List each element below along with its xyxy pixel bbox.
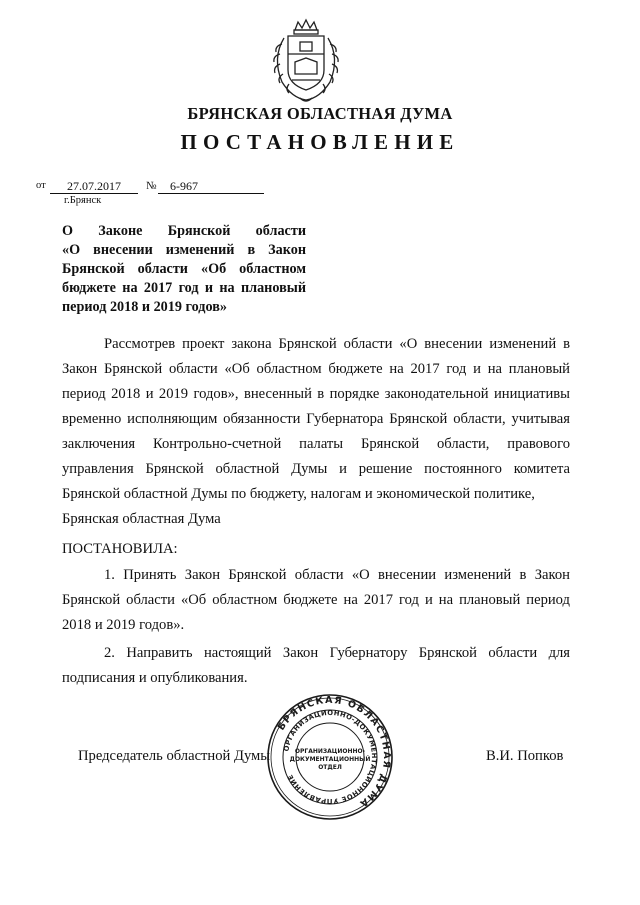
organization-name: БРЯНСКАЯ ОБЛАСТНАЯ ДУМА bbox=[187, 104, 453, 123]
subject-line: период 2018 и 2019 годов» bbox=[62, 299, 227, 315]
stamp-outer-text: БРЯНСКАЯ ОБЛАСТНАЯ ДУМА bbox=[275, 694, 393, 810]
coat-of-arms-icon bbox=[262, 18, 350, 104]
signatory-name: В.И. Попков bbox=[486, 748, 564, 764]
document-date: 27.07.2017 bbox=[50, 180, 138, 194]
date-prefix: от bbox=[36, 180, 46, 191]
stamp-center-line: ОРГАНИЗАЦИОННО- bbox=[294, 748, 366, 755]
document-number: 6-967 bbox=[158, 180, 264, 194]
number-prefix: № bbox=[146, 180, 157, 192]
subject-line: бюджете на 2017 год и на плановый bbox=[62, 280, 306, 296]
preamble-text: Рассмотрев проект закона Брянской области «О внесении изменений в Закон Брянской области «Об областном бюджете на 2017 год и на плановый период 2018 и 2019 годов», внесенный в порядке законодательной инициативы временно исполняющим обязанности Губернатора Брянской области, учитывая заключения Контрольно-счетной палаты Брянской области, правового управления Брянской областной Думы и решение постоянного комитета Брянской областной Думы по бюджету, налогам и экономической политике, bbox=[62, 336, 570, 502]
resolution-item-1: 1. Принять Закон Брянской области «О внесении изменений в Закон Брянской области «Об областном бюджете на 2017 год и на плановый период 2018 и 2019 годов». bbox=[62, 567, 570, 633]
signatory-title: Председатель областной Думы bbox=[78, 748, 271, 764]
preamble-end: Брянская областная Дума bbox=[62, 511, 221, 527]
resolution-item-2: 2. Направить настоящий Закон Губернатору Брянской области для подписания и опубликования. bbox=[62, 645, 570, 686]
stamp-middle-text: ОРГАНИЗАЦИОННО-ДОКУМЕНТАЦИОННОЕ УПРАВЛЕНИЕ bbox=[282, 708, 379, 806]
subject-line: О Законе Брянской области bbox=[62, 223, 306, 239]
city: г.Брянск bbox=[64, 195, 102, 206]
preamble-paragraph bbox=[62, 332, 570, 532]
official-stamp bbox=[266, 693, 394, 821]
stamp-center-line: ОТДЕЛ bbox=[318, 764, 342, 771]
resolved-heading: ПОСТАНОВИЛА: bbox=[62, 541, 178, 557]
subject-line: «О внесении изменений в Закон bbox=[62, 242, 306, 258]
document-subject bbox=[62, 222, 306, 317]
document-title: ПОСТАНОВЛЕНИЕ bbox=[180, 130, 460, 154]
subject-line: Брянской области «Об областном bbox=[62, 261, 306, 277]
stamp-center-line: ДОКУМЕНТАЦИОННЫЙ bbox=[289, 756, 371, 763]
